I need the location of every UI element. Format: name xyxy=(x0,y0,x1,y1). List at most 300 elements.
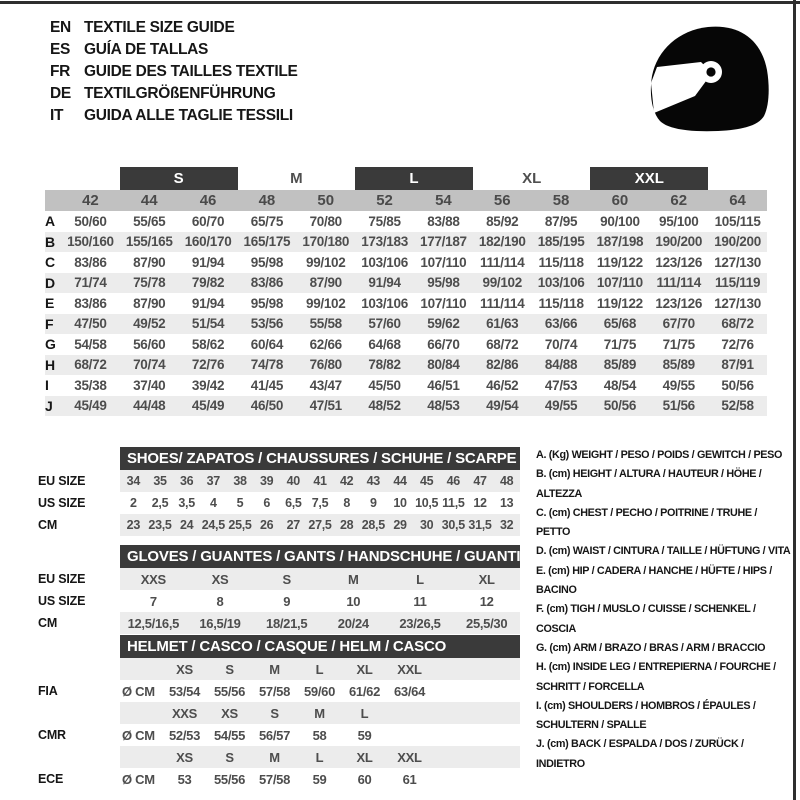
shoes-table-rows xyxy=(38,470,520,536)
value-cell: 26 xyxy=(260,518,274,532)
measurement-cell: 50/56 xyxy=(603,398,637,414)
value-cell: 59 xyxy=(312,771,327,787)
size-header: S xyxy=(225,749,234,765)
measurement-cell: 103/106 xyxy=(361,254,408,270)
measurement-cell: 76/80 xyxy=(309,357,342,373)
value-cell: 12 xyxy=(479,593,494,609)
row-label: J xyxy=(45,397,53,414)
spacer xyxy=(708,167,767,190)
language-code: FR xyxy=(50,63,71,80)
size-row-us-size xyxy=(38,590,520,612)
measurement-cell: 85/89 xyxy=(603,357,637,373)
row-label: US SIZE xyxy=(38,496,86,510)
value-band xyxy=(120,514,520,536)
measurement-cell: 99/102 xyxy=(305,254,346,270)
size-header: 50 xyxy=(317,192,335,209)
measurement-cell: 83/86 xyxy=(74,295,107,311)
measurement-row-a xyxy=(45,211,767,232)
measurement-cell: 123/126 xyxy=(655,295,703,311)
measurement-cell: 105/115 xyxy=(714,213,761,229)
size-header: XS xyxy=(176,749,193,765)
language-row xyxy=(50,17,298,39)
language-title: GUÍA DE TALLAS xyxy=(84,41,209,58)
racing-helmet-icon xyxy=(650,26,770,132)
measurement-cell: 182/190 xyxy=(478,234,526,250)
measurement-cell: 111/114 xyxy=(480,295,525,311)
value-cell: 24 xyxy=(180,518,194,532)
value-cell: 25,5/30 xyxy=(466,615,508,631)
measurement-cell: 99/102 xyxy=(305,295,346,311)
measurement-cell: 45/49 xyxy=(191,398,225,414)
value-cell: 28,5 xyxy=(361,518,385,532)
value-cell: 56/57 xyxy=(258,727,291,743)
measurement-cell: 91/94 xyxy=(368,275,401,291)
value-cell: 20/24 xyxy=(337,615,369,631)
measurement-row-d xyxy=(45,273,767,294)
value-cell: 61/62 xyxy=(348,683,381,699)
value-cell: 53 xyxy=(177,771,192,787)
value-cell: 12 xyxy=(473,496,487,510)
measurement-cell: 75/78 xyxy=(133,275,166,291)
gloves-table-rows xyxy=(38,568,520,634)
measurement-cell: 83/88 xyxy=(427,213,460,229)
measurement-cell: 165/175 xyxy=(243,234,291,250)
measurement-cell: 72/76 xyxy=(191,357,225,373)
value-cell: 35 xyxy=(153,474,167,488)
size-header: XS xyxy=(221,705,238,721)
measurement-cell: 95/98 xyxy=(427,275,460,291)
value-cell: 48 xyxy=(500,474,514,488)
language-row xyxy=(50,61,298,83)
measurement-cell: 103/106 xyxy=(361,295,408,311)
language-title: GUIDA ALLE TAGLIE TESSILI xyxy=(84,107,293,124)
measurement-cell: 50/60 xyxy=(74,213,107,229)
measurement-cell: 111/114 xyxy=(480,254,525,270)
helmet-size-row xyxy=(38,702,520,724)
value-cell: 42 xyxy=(340,474,354,488)
measurement-cell: 51/54 xyxy=(191,316,225,332)
measurement-cell: 55/58 xyxy=(309,316,342,332)
size-header: L xyxy=(315,661,324,677)
measurement-cell: 79/82 xyxy=(191,275,225,291)
row-label: E xyxy=(45,295,55,312)
value-cell: 2,5 xyxy=(151,496,169,510)
value-cell: 10,5 xyxy=(415,496,439,510)
size-header: XL xyxy=(356,749,373,765)
size-row-cm xyxy=(38,514,520,536)
measurement-cell: 60/70 xyxy=(191,213,225,229)
measurement-cell: 75/85 xyxy=(368,213,401,229)
racing-helmet-icon xyxy=(650,26,770,137)
helmet-size-table xyxy=(38,635,520,790)
value-cell: 4 xyxy=(209,496,217,510)
measurement-cell: 74/78 xyxy=(250,357,284,373)
value-cell: 59/60 xyxy=(303,683,336,699)
value-cell: 40 xyxy=(286,474,300,488)
measurement-cell: 65/68 xyxy=(603,316,637,332)
legend-item-b: B. (cm) HEIGHT / ALTURA / HAUTEUR / HÖHE / ALTEZZA xyxy=(536,468,762,500)
value-band xyxy=(120,724,520,746)
measurement-cell: 115/118 xyxy=(538,254,584,270)
value-cell: 60 xyxy=(357,771,372,787)
measurement-cell: 83/86 xyxy=(74,254,107,270)
row-label: ECE xyxy=(38,772,64,786)
row-label: EU SIZE xyxy=(38,572,86,586)
numeric-size-row xyxy=(45,190,767,211)
measurement-cell: 91/94 xyxy=(191,254,225,270)
measurement-cell: 47/51 xyxy=(309,398,342,414)
language-row xyxy=(50,105,298,127)
row-label: F xyxy=(45,315,54,332)
measurement-cell: 160/170 xyxy=(184,234,232,250)
measurement-row-j xyxy=(45,396,767,417)
size-header: 54 xyxy=(435,192,452,209)
measurement-cell: 91/94 xyxy=(191,295,225,311)
size-header: M xyxy=(269,661,280,677)
value-cell: 11 xyxy=(413,593,427,609)
measurement-cell: 95/98 xyxy=(250,254,284,270)
measurement-row-f xyxy=(45,314,767,335)
value-cell: 44 xyxy=(393,474,407,488)
size-band xyxy=(120,658,520,680)
helmet-size-row xyxy=(38,746,520,768)
measurement-cell: 90/100 xyxy=(600,213,640,229)
value-cell: 23/26,5 xyxy=(399,615,441,631)
textile-measurements-table xyxy=(45,167,767,416)
size-row-eu-size xyxy=(38,568,520,590)
size-header: XS xyxy=(176,661,193,677)
row-label: B xyxy=(45,233,56,250)
measurement-cell: 68/72 xyxy=(721,316,754,332)
measurement-cell: 49/54 xyxy=(486,398,519,414)
measurement-cell: 65/75 xyxy=(250,213,284,229)
measurement-cell: 127/130 xyxy=(714,254,761,270)
value-cell: 30,5 xyxy=(441,518,465,532)
size-header: XL xyxy=(356,661,373,677)
value-band xyxy=(120,590,520,612)
value-cell: 16,5/19 xyxy=(199,615,241,631)
legend-item-j: J. (cm) BACK / ESPALDA / DOS / ZURÜCK / INDIETRO xyxy=(536,738,744,770)
measurement-cell: 87/95 xyxy=(544,213,578,229)
size-header: S xyxy=(270,705,279,721)
row-label: A xyxy=(45,213,56,230)
measurement-cell: 55/65 xyxy=(133,213,166,229)
measurement-cell: 111/114 xyxy=(656,275,701,291)
measurement-cell: 46/51 xyxy=(427,377,460,393)
measurement-cell: 99/102 xyxy=(482,275,522,291)
size-group-xl: XL xyxy=(522,170,542,187)
gloves-size-table xyxy=(38,545,520,634)
measurement-cell: 68/72 xyxy=(74,357,107,373)
value-cell: 23,5 xyxy=(148,518,172,532)
helmet-table-rows xyxy=(38,658,520,790)
language-title: TEXTILGRÖßENFÜHRUNG xyxy=(84,85,276,102)
value-cell: 13 xyxy=(500,496,514,510)
measurement-cell: 50/56 xyxy=(721,377,754,393)
measurement-cell: 173/183 xyxy=(361,234,408,250)
value-cell: XXS xyxy=(140,571,166,587)
value-cell: 57/58 xyxy=(258,771,291,787)
row-label: CM xyxy=(38,616,58,630)
value-cell: 25,5 xyxy=(228,518,252,532)
value-cell: 46 xyxy=(446,474,460,488)
value-cell: 6 xyxy=(263,496,270,510)
value-band xyxy=(120,470,520,492)
measurement-cell: 83/86 xyxy=(250,275,284,291)
legend-item-g: G. (cm) ARM / BRAZO / BRAS / ARM / BRACCIO xyxy=(536,641,766,654)
value-cell: 39 xyxy=(260,474,274,488)
measurement-cell: 103/106 xyxy=(537,275,585,291)
measurement-row-e xyxy=(45,293,767,314)
legend-item-d: D. (cm) WAIST / CINTURA / TAILLE / HÜFTUNG / VITA xyxy=(536,545,791,558)
top-border-line xyxy=(0,1,800,4)
value-cell: 5 xyxy=(236,496,244,510)
legend-item-e: E. (cm) HIP / CADERA / HANCHE / HÜFTE / HIPS / BACINO xyxy=(536,564,772,597)
helmet-value-row-fia xyxy=(38,680,520,702)
right-border-line xyxy=(793,0,796,800)
language-code: DE xyxy=(50,85,71,102)
helmet-size-row xyxy=(38,658,520,680)
value-cell: 7,5 xyxy=(311,496,329,510)
size-header: 64 xyxy=(729,192,746,209)
legend-item-h: H. (cm) INSIDE LEG / ENTREPIERNA / FOURCHE / SCHRITT / FORCELLA xyxy=(536,661,776,693)
measurement-cell: 62/66 xyxy=(309,336,342,352)
value-cell: 11,5 xyxy=(442,496,465,510)
size-group-m: M xyxy=(290,170,303,187)
value-cell: 3,5 xyxy=(178,496,195,510)
language-title: TEXTILE SIZE GUIDE xyxy=(84,19,235,36)
value-cell: 32 xyxy=(500,518,514,532)
spacer xyxy=(61,167,120,190)
measurement-cell: 70/80 xyxy=(309,213,342,229)
measurement-cell: 66/70 xyxy=(427,336,460,352)
legend-item-a: A. (Kg) WEIGHT / PESO / POIDS / GEWITCH / PESO xyxy=(536,449,783,461)
value-cell: XL xyxy=(478,571,495,587)
value-cell: 9 xyxy=(283,593,291,609)
measurement-cell: 187/198 xyxy=(596,234,644,250)
size-group-xxl: XXL xyxy=(590,167,708,190)
row-label: G xyxy=(45,336,56,353)
value-cell: 2 xyxy=(130,496,137,510)
measurement-cell: 41/45 xyxy=(250,377,284,393)
measurement-cell: 48/52 xyxy=(368,398,401,414)
measurement-cell: 47/53 xyxy=(544,377,578,393)
measurement-cell: 48/54 xyxy=(603,377,637,393)
measurement-cell: 51/56 xyxy=(662,398,695,414)
value-cell: 38 xyxy=(233,474,247,488)
row-label: H xyxy=(45,356,56,373)
measurement-cell: 57/60 xyxy=(368,316,401,332)
size-header: 52 xyxy=(376,192,393,209)
legend-item-f: F. (cm) TIGH / MUSLO / CUISSE / SCHENKEL / COSCIA xyxy=(536,603,756,635)
measurement-cell: 190/200 xyxy=(714,234,761,250)
measurement-cell: 71/74 xyxy=(74,275,107,291)
value-cell: 59 xyxy=(357,727,372,743)
size-header: M xyxy=(314,705,325,721)
measurement-cell: 87/90 xyxy=(309,275,342,291)
measurement-cell: 115/118 xyxy=(538,295,584,311)
size-row-eu-size xyxy=(38,470,520,492)
value-cell: 31,5 xyxy=(468,518,492,532)
measurement-cell: 177/187 xyxy=(420,234,467,250)
legend-item-i: I. (cm) SHOULDERS / HOMBROS / ÉPAULES / SCHULTERN / SPALLE xyxy=(536,699,756,732)
size-group-l: L xyxy=(355,167,473,190)
spacer xyxy=(45,167,61,190)
value-cell: 27 xyxy=(286,518,300,532)
measurement-row-g xyxy=(45,334,767,355)
value-cell: 10 xyxy=(393,496,407,510)
value-cell: 61 xyxy=(402,771,417,787)
measurement-cell: 150/160 xyxy=(67,234,114,250)
measurement-cell: 87/91 xyxy=(721,357,754,373)
helmet-value-row-ece xyxy=(38,768,520,790)
value-band xyxy=(120,568,520,590)
measurement-row-i xyxy=(45,375,767,396)
size-header: 58 xyxy=(552,192,570,209)
size-row-cm xyxy=(38,612,520,634)
value-cell: 55/56 xyxy=(213,771,246,787)
measurement-cell: 58/62 xyxy=(191,336,225,352)
value-cell: 37 xyxy=(206,474,220,488)
measurement-cell: 54/58 xyxy=(74,336,107,352)
value-cell: 36 xyxy=(180,474,194,488)
measurement-cell: 37/40 xyxy=(133,377,166,393)
measurement-cell: 59/62 xyxy=(427,316,460,332)
size-row-us-size xyxy=(38,492,520,514)
measurement-cell: 82/86 xyxy=(486,357,519,373)
measurement-cell: 107/110 xyxy=(420,254,467,270)
measurement-cell: 107/110 xyxy=(596,275,643,291)
size-header: L xyxy=(315,749,324,765)
size-header: XXL xyxy=(397,749,422,765)
row-label: EU SIZE xyxy=(38,474,86,488)
value-cell: 52/53 xyxy=(168,727,201,743)
size-band xyxy=(120,702,520,724)
size-group-row xyxy=(45,167,767,190)
shoes-table-title: SHOES/ ZAPATOS / CHAUSSURES / SCHUHE / SCARPE xyxy=(120,447,520,470)
measurement-cell: 78/82 xyxy=(368,357,401,373)
size-header: 46 xyxy=(199,192,217,209)
measurement-cell: 107/110 xyxy=(420,295,467,311)
value-cell: 12,5/16,5 xyxy=(127,615,180,631)
value-cell: 7 xyxy=(149,593,157,609)
shoes-size-table xyxy=(38,447,520,536)
row-label: CMR xyxy=(38,728,66,742)
helmet-value-row-cmr xyxy=(38,724,520,746)
measurement-cell: 45/49 xyxy=(74,398,107,414)
measurement-cell: 60/64 xyxy=(250,336,284,352)
language-code: EN xyxy=(50,19,71,36)
measurement-cell: 95/98 xyxy=(250,295,284,311)
size-header: M xyxy=(269,749,280,765)
measurement-cell: 49/55 xyxy=(662,377,695,393)
value-cell: S xyxy=(282,571,291,587)
value-cell: 23 xyxy=(126,518,140,532)
measurement-cell: 127/130 xyxy=(714,295,761,311)
measurement-cell: 84/88 xyxy=(544,357,578,373)
row-label: I xyxy=(45,377,49,394)
value-cell: M xyxy=(348,571,359,587)
size-header: 42 xyxy=(82,192,99,209)
measurement-cell: 123/126 xyxy=(655,254,703,270)
value-cell: 63/64 xyxy=(393,683,426,699)
size-header: XXL xyxy=(397,661,422,677)
value-cell: L xyxy=(416,571,424,587)
size-header: 60 xyxy=(611,192,629,209)
value-cell: 43 xyxy=(366,474,380,488)
language-code: IT xyxy=(50,107,64,124)
value-band xyxy=(120,612,520,634)
value-cell: 8 xyxy=(216,593,224,609)
size-header: 56 xyxy=(493,192,511,209)
value-cell: 53/54 xyxy=(168,683,201,699)
measurement-cell: 119/122 xyxy=(596,295,643,311)
measurement-row-c xyxy=(45,252,767,273)
row-label: D xyxy=(45,274,56,291)
measurement-cell: 80/84 xyxy=(427,357,460,373)
diameter-unit-label: Ø CM xyxy=(122,771,155,787)
measurement-cell: 49/52 xyxy=(133,316,166,332)
size-header: L xyxy=(360,705,369,721)
measurement-row-b xyxy=(45,232,767,253)
measurement-cell: 85/89 xyxy=(662,357,695,373)
size-group-s: S xyxy=(120,167,238,190)
measurement-cell: 56/60 xyxy=(133,336,166,352)
gloves-table-title: GLOVES / GUANTES / GANTS / HANDSCHUHE / GUANTI xyxy=(120,545,520,568)
measurement-cell: 49/55 xyxy=(544,398,578,414)
value-cell: 55/56 xyxy=(213,683,246,699)
value-cell: 10 xyxy=(346,593,361,609)
measurement-cell: 48/53 xyxy=(427,398,460,414)
value-cell: 30 xyxy=(420,518,434,532)
measurement-cell: 155/165 xyxy=(125,234,173,250)
measurement-cell: 71/75 xyxy=(603,336,637,352)
measurement-cell: 53/56 xyxy=(250,316,284,332)
size-header: 48 xyxy=(258,192,276,209)
measurement-cell: 87/90 xyxy=(133,295,166,311)
value-cell: 28 xyxy=(340,518,354,532)
value-cell: 41 xyxy=(313,474,327,488)
language-code: ES xyxy=(50,41,71,58)
measurement-cell: 70/74 xyxy=(544,336,578,352)
value-cell: 54/55 xyxy=(213,727,246,743)
size-header: XXS xyxy=(171,705,198,721)
measurement-cell: 43/47 xyxy=(309,377,342,393)
size-header: S xyxy=(225,661,234,677)
measurement-cell: 45/50 xyxy=(368,377,401,393)
value-band xyxy=(120,680,520,702)
measurement-cell: 64/68 xyxy=(368,336,401,352)
measurement-cell: 61/63 xyxy=(486,316,519,332)
value-cell: XS xyxy=(211,571,229,587)
value-cell: 34 xyxy=(126,474,140,488)
row-label: FIA xyxy=(38,684,58,698)
row-label: CM xyxy=(38,518,58,532)
measurement-cell: 52/58 xyxy=(721,398,754,414)
measurement-row-h xyxy=(45,355,767,376)
measurement-cell: 46/52 xyxy=(486,377,519,393)
value-cell: 45 xyxy=(420,474,434,488)
measurement-cell: 46/50 xyxy=(250,398,284,414)
measurement-cell: 95/100 xyxy=(658,213,699,229)
value-cell: 18/21,5 xyxy=(266,615,308,631)
measurement-cell: 170/180 xyxy=(302,234,350,250)
value-cell: 8 xyxy=(343,496,350,510)
measurement-cell: 115/119 xyxy=(714,275,761,291)
value-cell: 9 xyxy=(369,496,377,510)
measurement-cell: 63/66 xyxy=(544,316,578,332)
legend-item-c: C. (cm) CHEST / PECHO / POITRINE / TRUHE / PETTO xyxy=(536,506,758,539)
